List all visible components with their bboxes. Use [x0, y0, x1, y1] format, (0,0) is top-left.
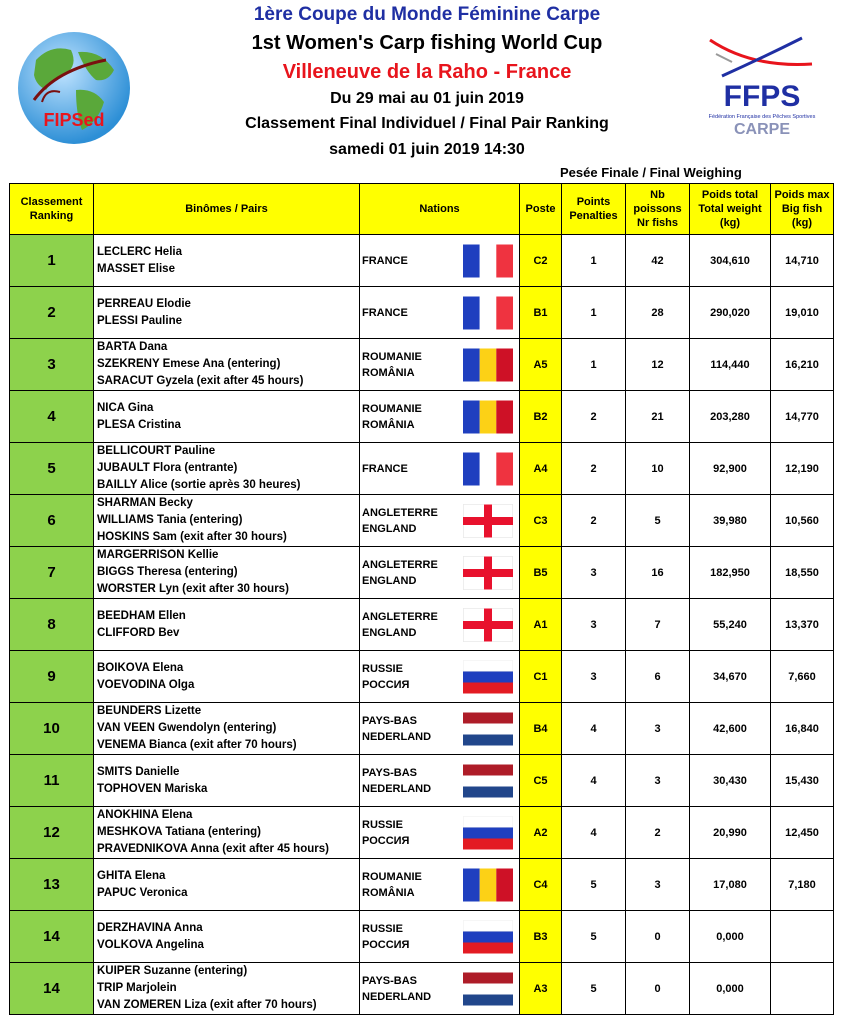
pairs-cell	[94, 651, 360, 703]
nation-cell	[360, 755, 520, 807]
pair-name: BEEDHAM Ellen	[97, 609, 186, 622]
table-row	[10, 547, 834, 599]
nation-name: ROMÂNIA	[362, 366, 415, 379]
nation-cell	[360, 443, 520, 495]
rank-cell: 13	[10, 859, 94, 911]
nation-cell	[360, 599, 520, 651]
ffps-logo	[702, 28, 822, 148]
title-fr: 1ère Coupe du Monde Féminine Carpe	[253, 4, 601, 25]
pair-name: NICA Gina	[97, 401, 154, 414]
pair-name: MESHKOVA Tatiana (entering)	[97, 826, 261, 838]
big-fish-cell: 12,190	[771, 443, 834, 495]
nation-name: ANGLETERRE	[362, 558, 438, 571]
col-pairs: Binômes / Pairs	[94, 184, 360, 235]
pairs-cell	[94, 235, 360, 287]
penalties-cell: 3	[562, 547, 626, 599]
pairs-cell	[94, 391, 360, 443]
rank-cell: 14	[10, 963, 94, 1015]
pair-name: MASSET Elise	[97, 262, 175, 275]
pair-name: LECLERC Helia	[97, 245, 182, 258]
big-fish-cell: 12,450	[771, 807, 834, 859]
pairs-cell	[94, 287, 360, 339]
big-fish-cell: 13,370	[771, 599, 834, 651]
pair-name: BELLICOURT Pauline	[97, 445, 216, 457]
table-row	[10, 495, 834, 547]
nation-names	[362, 921, 409, 953]
table-row	[10, 235, 834, 287]
table-row	[10, 651, 834, 703]
rank-cell: 10	[10, 703, 94, 755]
rank-cell: 14	[10, 911, 94, 963]
penalties-cell: 1	[562, 235, 626, 287]
post-cell: A5	[520, 339, 562, 391]
pair-name: KUIPER Suzanne (entering)	[97, 965, 248, 977]
pair-name: VAN VEEN Gwendolyn (entering)	[97, 722, 277, 734]
pair-name: DERZHAVINA Anna	[97, 921, 203, 934]
total-weight-cell: 34,670	[690, 651, 771, 703]
big-fish-cell	[771, 911, 834, 963]
rank-cell: 3	[10, 339, 94, 391]
nation-cell	[360, 339, 520, 391]
total-weight-cell: 0,000	[690, 963, 771, 1015]
fish-count-cell: 7	[626, 599, 690, 651]
nation-name: РОССИЯ	[362, 834, 410, 847]
nation-name: NEDERLAND	[362, 782, 432, 795]
pairs-cell	[94, 703, 360, 755]
post-cell: C4	[520, 859, 562, 911]
total-weight-cell: 92,900	[690, 443, 771, 495]
romania-flag-icon	[463, 868, 513, 901]
penalties-cell: 1	[562, 339, 626, 391]
dates: Du 29 mai au 01 juin 2019	[330, 90, 524, 107]
post-cell: C3	[520, 495, 562, 547]
netherlands-flag-icon	[463, 764, 513, 797]
total-weight-cell: 182,950	[690, 547, 771, 599]
penalties-cell: 4	[562, 755, 626, 807]
table-row	[10, 391, 834, 443]
pair-name: SZEKRENY Emese Ana (entering)	[97, 358, 281, 370]
table-row	[10, 755, 834, 807]
total-weight-cell: 20,990	[690, 807, 771, 859]
table-row	[10, 963, 834, 1015]
nation-cell	[360, 807, 520, 859]
ranking-table	[9, 183, 834, 1015]
rank-cell: 9	[10, 651, 94, 703]
france-flag-icon	[463, 452, 513, 485]
post-cell: C2	[520, 235, 562, 287]
ranking-title: Classement Final Individuel / Final Pair Ranking	[245, 115, 609, 132]
timestamp: samedi 01 juin 2019 14:30	[329, 141, 525, 158]
nation-cell	[360, 859, 520, 911]
col-nations: Nations	[360, 184, 520, 235]
nation-name: RUSSIE	[362, 662, 403, 675]
pair-name: PRAVEDNIKOVA Anna (exit after 45 hours)	[97, 843, 329, 855]
pairs-cell	[94, 755, 360, 807]
russia-flag-icon	[463, 816, 513, 849]
fish-count-cell: 28	[626, 287, 690, 339]
post-cell: B5	[520, 547, 562, 599]
fish-count-cell: 0	[626, 963, 690, 1015]
big-fish-cell: 14,770	[771, 391, 834, 443]
pair-name: WILLIAMS Tania (entering)	[97, 514, 243, 526]
pair-name: PLESA Cristina	[97, 418, 181, 431]
nation-name: ROUMANIE	[362, 870, 422, 883]
pairs-cell	[94, 859, 360, 911]
ffps-logo-text: FFPS	[723, 80, 801, 113]
nation-cell	[360, 963, 520, 1015]
rank-cell: 6	[10, 495, 94, 547]
post-cell: A3	[520, 963, 562, 1015]
post-cell: A2	[520, 807, 562, 859]
nation-names	[362, 973, 431, 1005]
fish-count-cell: 12	[626, 339, 690, 391]
penalties-cell: 2	[562, 443, 626, 495]
pair-name: BAILLY Alice (sortie après 30 heures)	[97, 479, 301, 491]
big-fish-cell: 16,840	[771, 703, 834, 755]
nation-names	[362, 661, 409, 693]
pair-name: WORSTER Lyn (exit after 30 hours)	[97, 583, 289, 595]
fish-count-cell: 6	[626, 651, 690, 703]
table-row	[10, 599, 834, 651]
ffps-logo-subtitle: Fédération Française des Pêches Sportives	[708, 114, 816, 120]
nation-names	[362, 609, 438, 641]
pair-name: MARGERRISON Kellie	[97, 549, 219, 561]
post-cell: A4	[520, 443, 562, 495]
nation-names	[362, 817, 409, 849]
total-weight-cell: 304,610	[690, 235, 771, 287]
pair-name: HOSKINS Sam (exit after 30 hours)	[97, 531, 287, 543]
penalties-cell: 2	[562, 495, 626, 547]
nation-name: FRANCE	[362, 254, 408, 267]
nation-names	[362, 557, 438, 589]
pair-name: BIGGS Theresa (entering)	[97, 566, 238, 578]
weighing-label: Pesée Finale / Final Weighing	[560, 165, 742, 180]
total-weight-cell: 55,240	[690, 599, 771, 651]
table-row	[10, 287, 834, 339]
total-weight-cell: 17,080	[690, 859, 771, 911]
pair-name: GHITA Elena	[97, 869, 166, 882]
big-fish-cell: 7,660	[771, 651, 834, 703]
france-flag-icon	[463, 244, 513, 277]
nation-names	[362, 461, 408, 477]
big-fish-cell: 19,010	[771, 287, 834, 339]
nation-cell	[360, 495, 520, 547]
total-weight-cell: 0,000	[690, 911, 771, 963]
nation-cell	[360, 235, 520, 287]
fish-count-cell: 42	[626, 235, 690, 287]
fipsed-logo-text: FIPSed	[43, 110, 105, 130]
title-en: 1st Women's Carp fishing World Cup	[251, 32, 603, 54]
nation-name: ANGLETERRE	[362, 610, 438, 623]
total-weight-cell: 39,980	[690, 495, 771, 547]
table-row	[10, 859, 834, 911]
col-big-fish: Poids max Big fish (kg)	[771, 184, 834, 235]
pair-name: BEUNDERS Lizette	[97, 705, 202, 717]
penalties-cell: 5	[562, 963, 626, 1015]
nation-name: ROMÂNIA	[362, 418, 415, 431]
rank-cell: 2	[10, 287, 94, 339]
nation-names	[362, 401, 422, 433]
nation-name: PAYS-BAS	[362, 974, 418, 987]
big-fish-cell: 16,210	[771, 339, 834, 391]
france-flag-icon	[463, 296, 513, 329]
nation-cell	[360, 651, 520, 703]
penalties-cell: 1	[562, 287, 626, 339]
pair-name: VENEMA Bianca (exit after 70 hours)	[97, 739, 297, 751]
russia-flag-icon	[463, 660, 513, 693]
nation-name: PAYS-BAS	[362, 766, 418, 779]
pair-name: SHARMAN Becky	[97, 497, 193, 509]
fipsed-logo	[16, 30, 132, 146]
fish-count-cell: 3	[626, 703, 690, 755]
table-row	[10, 807, 834, 859]
post-cell: C5	[520, 755, 562, 807]
big-fish-cell: 7,180	[771, 859, 834, 911]
pair-name: VOLKOVA Angelina	[97, 938, 204, 951]
col-total-weight: Poids total Total weight (kg)	[690, 184, 771, 235]
nation-names	[362, 765, 431, 797]
pair-name: ANOKHINA Elena	[97, 809, 193, 821]
england-flag-icon	[463, 504, 513, 537]
nation-name: FRANCE	[362, 462, 408, 475]
nation-name: ENGLAND	[362, 626, 417, 639]
pairs-cell	[94, 599, 360, 651]
rank-cell: 7	[10, 547, 94, 599]
nation-name: РОССИЯ	[362, 678, 410, 691]
rank-cell: 8	[10, 599, 94, 651]
pairs-cell	[94, 547, 360, 599]
fish-count-cell: 3	[626, 859, 690, 911]
big-fish-cell: 18,550	[771, 547, 834, 599]
nation-name: RUSSIE	[362, 922, 403, 935]
nation-name: RUSSIE	[362, 818, 403, 831]
total-weight-cell: 42,600	[690, 703, 771, 755]
pair-name: BOIKOVA Elena	[97, 661, 184, 674]
rank-cell: 12	[10, 807, 94, 859]
total-weight-cell: 290,020	[690, 287, 771, 339]
col-rank: Classement Ranking	[10, 184, 94, 235]
big-fish-cell: 15,430	[771, 755, 834, 807]
table-header-row	[10, 184, 834, 235]
pair-name: CLIFFORD Bev	[97, 626, 180, 639]
col-post: Poste	[520, 184, 562, 235]
nation-cell	[360, 391, 520, 443]
table-row	[10, 339, 834, 391]
nation-name: РОССИЯ	[362, 938, 410, 951]
nation-name: PAYS-BAS	[362, 714, 418, 727]
nation-name: ENGLAND	[362, 574, 417, 587]
total-weight-cell: 114,440	[690, 339, 771, 391]
fish-count-cell: 10	[626, 443, 690, 495]
ffps-logo-carpe: CARPE	[733, 121, 791, 138]
venue: Villeneuve de la Raho - France	[282, 61, 572, 83]
penalties-cell: 5	[562, 911, 626, 963]
nation-name: NEDERLAND	[362, 730, 432, 743]
nation-cell	[360, 547, 520, 599]
pair-name: PAPUC Veronica	[97, 886, 188, 899]
nation-cell	[360, 287, 520, 339]
netherlands-flag-icon	[463, 972, 513, 1005]
pair-name: BARTA Dana	[97, 341, 168, 353]
big-fish-cell: 10,560	[771, 495, 834, 547]
table-row	[10, 443, 834, 495]
nation-names	[362, 253, 408, 269]
rank-cell: 1	[10, 235, 94, 287]
nation-names	[362, 305, 408, 321]
table-row	[10, 911, 834, 963]
penalties-cell: 2	[562, 391, 626, 443]
nation-name: NEDERLAND	[362, 990, 432, 1003]
pairs-cell	[94, 339, 360, 391]
penalties-cell: 3	[562, 651, 626, 703]
nation-names	[362, 349, 422, 381]
total-weight-cell: 30,430	[690, 755, 771, 807]
rank-cell: 11	[10, 755, 94, 807]
post-cell: B4	[520, 703, 562, 755]
col-penalties: Points Penalties	[562, 184, 626, 235]
fish-count-cell: 5	[626, 495, 690, 547]
post-cell: C1	[520, 651, 562, 703]
rank-cell: 4	[10, 391, 94, 443]
penalties-cell: 4	[562, 703, 626, 755]
post-cell: B1	[520, 287, 562, 339]
fish-count-cell: 21	[626, 391, 690, 443]
pairs-cell	[94, 963, 360, 1015]
penalties-cell: 5	[562, 859, 626, 911]
netherlands-flag-icon	[463, 712, 513, 745]
england-flag-icon	[463, 556, 513, 589]
nation-cell	[360, 703, 520, 755]
nation-name: ROUMANIE	[362, 350, 422, 363]
nation-name: ANGLETERRE	[362, 506, 438, 519]
pair-name: SMITS Danielle	[97, 765, 180, 778]
fish-count-cell: 0	[626, 911, 690, 963]
nation-cell	[360, 911, 520, 963]
penalties-cell: 4	[562, 807, 626, 859]
big-fish-cell	[771, 963, 834, 1015]
nation-names	[362, 713, 431, 745]
total-weight-cell: 203,280	[690, 391, 771, 443]
pair-name: VAN ZOMEREN Liza (exit after 70 hours)	[97, 999, 317, 1011]
post-cell: B3	[520, 911, 562, 963]
rank-cell: 5	[10, 443, 94, 495]
col-fish: Nb poissons Nr fishs	[626, 184, 690, 235]
fish-count-cell: 3	[626, 755, 690, 807]
nation-names	[362, 505, 438, 537]
pair-name: SARACUT Gyzela (exit after 45 hours)	[97, 375, 304, 387]
fish-count-cell: 2	[626, 807, 690, 859]
romania-flag-icon	[463, 400, 513, 433]
penalties-cell: 3	[562, 599, 626, 651]
nation-name: ENGLAND	[362, 522, 417, 535]
nation-name: ROMÂNIA	[362, 886, 415, 899]
england-flag-icon	[463, 608, 513, 641]
fish-count-cell: 16	[626, 547, 690, 599]
nation-name: ROUMANIE	[362, 402, 422, 415]
post-cell: A1	[520, 599, 562, 651]
pairs-cell	[94, 495, 360, 547]
post-cell: B2	[520, 391, 562, 443]
pair-name: VOEVODINA Olga	[97, 678, 195, 691]
pairs-cell	[94, 807, 360, 859]
pairs-cell	[94, 443, 360, 495]
big-fish-cell: 14,710	[771, 235, 834, 287]
pair-name: PLESSI Pauline	[97, 314, 182, 327]
pair-name: TRIP Marjolein	[97, 982, 177, 994]
pair-name: JUBAULT Flora (entrante)	[97, 462, 238, 474]
nation-names	[362, 869, 422, 901]
romania-flag-icon	[463, 348, 513, 381]
pair-name: TOPHOVEN Mariska	[97, 782, 208, 795]
nation-name: FRANCE	[362, 306, 408, 319]
pair-name: PERREAU Elodie	[97, 297, 191, 310]
table-row	[10, 703, 834, 755]
russia-flag-icon	[463, 920, 513, 953]
pairs-cell	[94, 911, 360, 963]
